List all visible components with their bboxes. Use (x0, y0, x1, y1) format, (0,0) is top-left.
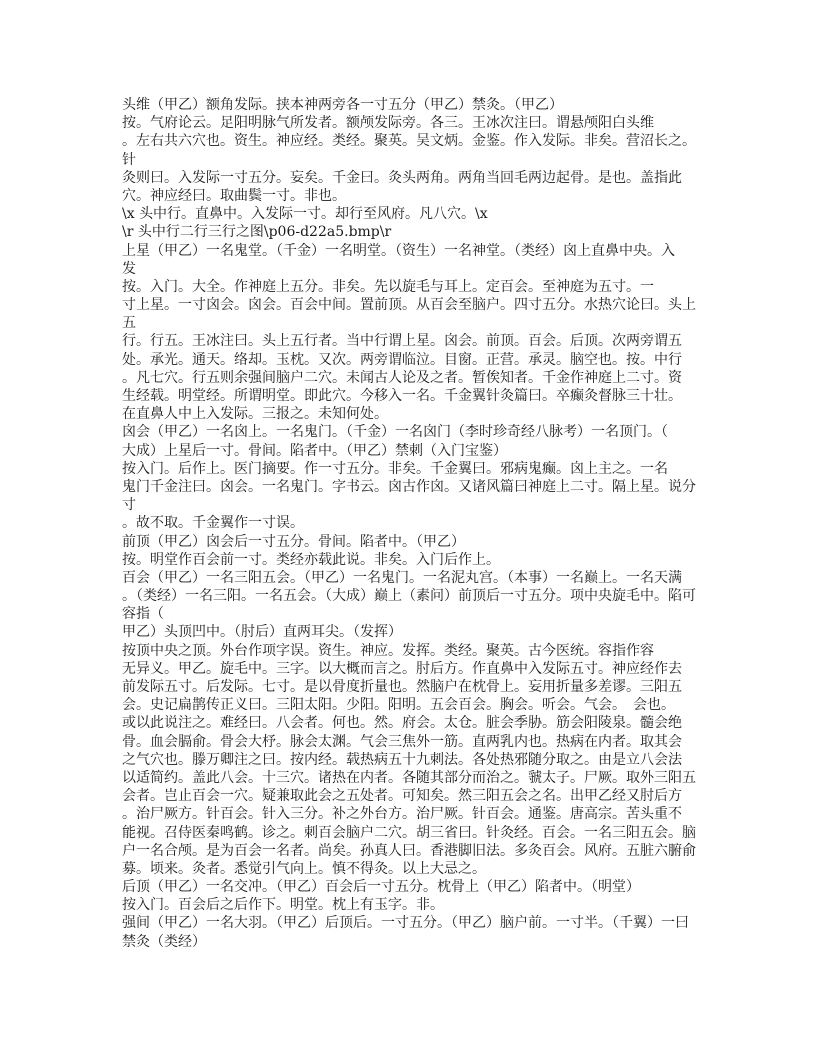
text-line: 寸 (122, 497, 136, 514)
text-line: 。治尸厥方。针百会。针入三分。补之外台方。治尸厥。针百会。通鉴。唐高宗。苦头重不 (122, 806, 682, 823)
section-marker-line: \x 头中行。直鼻中。入发际一寸。却行至风府。凡八穴。\x (122, 206, 488, 223)
text-line: 按入门。后作上。医门摘要。作一寸五分。非矣。千金翼曰。邪病鬼癫。囟上主之。一名 (122, 460, 668, 477)
text-line: 强间（甲乙）一名大羽。（甲乙）后顶后。一寸五分。（甲乙）脑户前。一寸半。（千翼）一曰 (122, 915, 689, 932)
text-line: 头维（甲乙）额角发际。挟本神两旁各一寸五分（甲乙）禁灸。（甲乙） (122, 97, 563, 113)
text-line: 容指（ (122, 606, 164, 623)
text-line: 按入门。百会后之后作下。明堂。枕上有玉字。非。 (122, 897, 444, 914)
text-line: 按。入门。大全。作神庭上五分。非矣。先以旋毛与耳上。定百会。至神庭为五寸。一 (122, 278, 654, 295)
text-line: 或以此说注之。难经曰。八会者。何也。然。府会。太仓。脏会季胁。筋会阳陵泉。髓会绝 (122, 715, 682, 732)
text-line: 在直鼻人中上入发际。三报之。未知何处。 (122, 406, 388, 423)
text-line: 禁灸（类经） (122, 933, 206, 950)
text-line: 后顶（甲乙）一名交冲。（甲乙）百会后一寸五分。枕骨上（甲乙）陷者中。（明堂） (122, 879, 640, 896)
text-line: 按。明堂作百会前一寸。类经亦载此说。非矣。入门后作上。 (122, 551, 500, 568)
document-page (122, 96, 722, 951)
text-line: 户一名合颅。是为百会一名者。尚矣。孙真人曰。香港脚旧法。多灸百会。风府。五脏六腑俞 (122, 842, 696, 859)
text-line: 行。行五。王冰注曰。头上五行者。当中行谓上星。囟会。前顶。百会。后顶。次两旁谓五 (122, 333, 682, 350)
text-line: 生经载。明堂经。所谓明堂。即此穴。今移入一名。千金翼针灸篇曰。卒癫灸督脉三十壮。 (122, 388, 682, 404)
text-line: 募。顷来。灸者。悉觉引气向上。慎不得灸。以上大忌之。 (122, 860, 486, 877)
text-line: 囟会（甲乙）一名囟上。一名鬼门。（千金）一名囟门（李时珍奇经八脉考）一名顶门。（ (122, 424, 668, 441)
text-line: 发 (122, 260, 136, 277)
text-line: 大成）上星后一寸。骨间。陷者中。（甲乙）禁刺（入门宝鉴） (122, 442, 507, 459)
text-line: 上星（甲乙）一名鬼堂。（千金）一名明堂。（资生）一名神堂。（类经）囟上直鼻中央。入 (122, 242, 675, 259)
text-line: 。故不取。千金翼作一寸误。 (122, 515, 304, 532)
text-line: 。凡七穴。行五则余强间脑户二穴。未闻古人论及之者。暂俟知者。千金作神庭上二寸。资 (122, 369, 682, 386)
text-line: 按。气府论云。足阳明脉气所发者。额颅发际旁。各三。王冰次注曰。谓悬颅阳白头维 (122, 115, 654, 132)
text-line: 能视。召侍医秦鸣鹤。诊之。刺百会脑户二穴。胡三省曰。针灸经。百会。一名三阳五会。脑 (122, 824, 696, 841)
text-line: 前顶（甲乙）囟会后一寸五分。骨间。陷者中。（甲乙） (122, 533, 465, 550)
text-line: 甲乙）头顶凹中。（肘后）直两耳尖。（发挥） (122, 624, 402, 641)
text-line: 以适简约。盖此八会。十三穴。诸热在内者。各随其部分而治之。虢太子。尸厥。取外三阳五 (122, 769, 696, 786)
text-line: 。（类经）一名三阳。一名五会。（大成）巅上（素问）前顶后一寸五分。项中央旋毛中。陷可 (122, 588, 696, 605)
text-line: 会者。岂止百会一穴。疑兼取此会之五处者。可知矣。然三阳五会之名。出甲乙经又肘后方 (122, 788, 682, 805)
text-line: 穴。神应经曰。取曲鬓一寸。非也。 (122, 187, 346, 204)
text-line: 无异义。甲乙。旋毛中。三字。以大概而言之。肘后方。作直鼻中入发际五寸。神应经作去 (122, 660, 682, 677)
text-line: 按顶中央之顶。外台作项字误。资生。神应。发挥。类经。聚英。古今医统。容指作容 (122, 642, 654, 659)
text-line: 五 (122, 315, 136, 332)
text-line: 。左右共六穴也。资生。神应经。类经。聚英。吴文炳。金鉴。作入发际。非矣。营沼长之。 (122, 133, 696, 150)
text-line: 前发际五寸。后发际。七寸。是以骨度折量也。然脑户在枕骨上。妄用折量多差谬。三阳五 (122, 679, 682, 695)
text-line: 灸则曰。入发际一寸五分。妄矣。千金曰。灸头两角。两角当回毛两边起骨。是也。盖指此 (122, 169, 682, 186)
figure-reference-line: \r 头中行二行三行之图\p06-d22a5.bmp\r (122, 224, 392, 241)
text-line: 会。史记扁鹊传正义曰。三阳太阳。少阳。阳明。五会百会。胸会。听会。气会。 会也。 (122, 697, 675, 714)
text-line: 之气穴也。滕万卿注之曰。按内经。载热病五十九刺法。各处热邪随分取之。由是立八会法 (122, 751, 682, 768)
text-line: 寸上星。一寸囟会。囟会。百会中间。置前顶。从百会至脑户。四寸五分。水热穴论曰。头上 (122, 297, 696, 314)
text-line: 针 (122, 151, 136, 168)
text-line: 百会（甲乙）一名三阳五会。（甲乙）一名鬼门。一名泥丸宫。（本事）一名巅上。一名天满 (122, 569, 682, 586)
text-line: 鬼门千金注曰。囟会。一名鬼门。字书云。囟古作囟。又诸风篇曰神庭上二寸。隔上星。说分 (122, 478, 696, 495)
text-line: 骨。血会膈俞。骨会大杼。脉会太渊。气会三焦外一筋。直两乳内也。热病在内者。取其会 (122, 733, 682, 750)
text-line: 处。承光。通天。络却。玉枕。又次。两旁谓临泣。目窗。正营。承灵。脑空也。按。中行 (122, 351, 682, 368)
